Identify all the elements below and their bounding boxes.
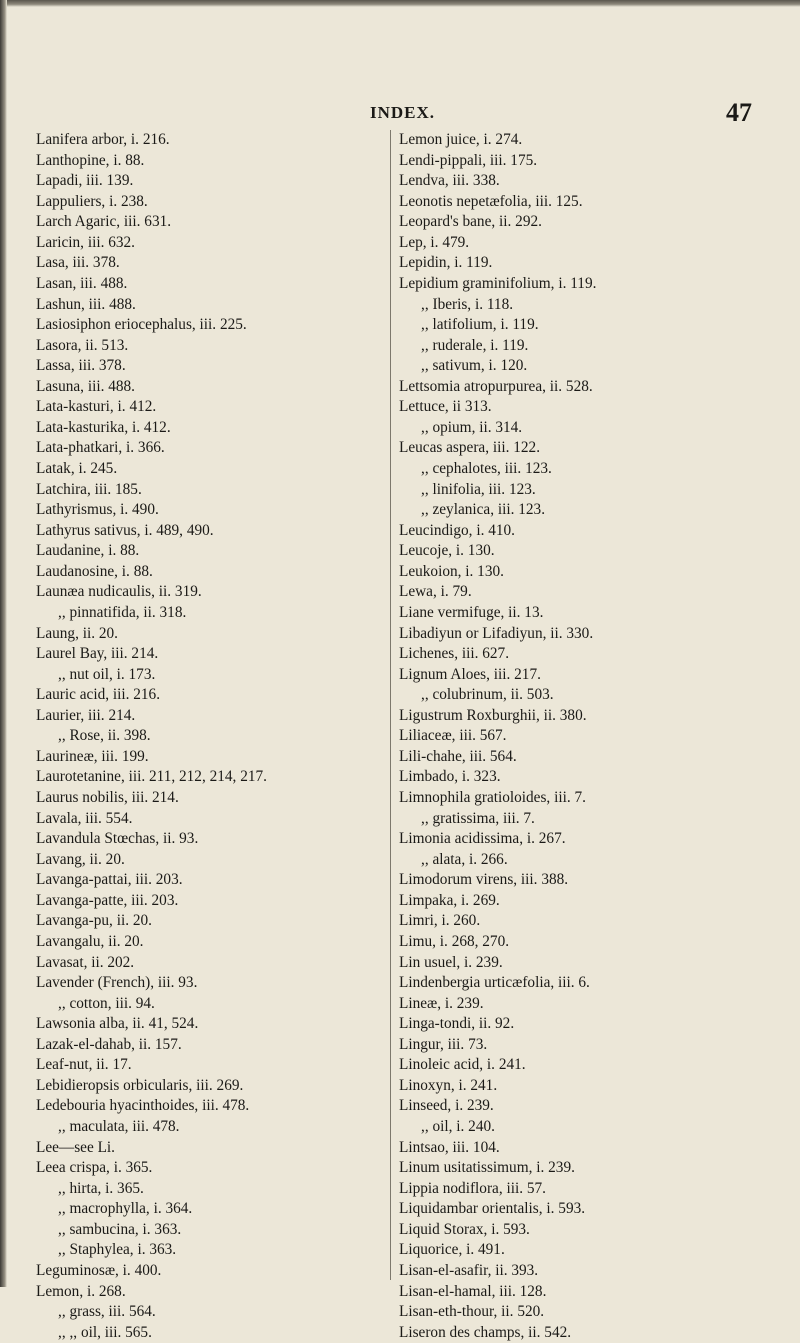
index-entry: Limu, i. 268, 270. bbox=[399, 932, 510, 950]
index-entry: Leucindigo, i. 410. bbox=[399, 521, 515, 539]
index-entry: Lebidieropsis orbicularis, iii. 269. bbox=[36, 1076, 244, 1094]
index-entry: Laudanosine, i. 88. bbox=[36, 562, 153, 580]
index-entry: Leopard's bane, ii. 292. bbox=[399, 213, 542, 231]
index-entry: Leea crispa, i. 365. bbox=[36, 1159, 153, 1177]
index-entry: Lasora, ii. 513. bbox=[36, 336, 129, 354]
index-entry: Linum usitatissimum, i. 239. bbox=[399, 1159, 575, 1177]
index-entry: ,, grass, iii. 564. bbox=[58, 1303, 156, 1321]
index-entry: Lavanga-pattai, iii. 203. bbox=[36, 871, 183, 889]
index-entry: Lapadi, iii. 139. bbox=[36, 172, 134, 190]
index-entry: Laurus nobilis, iii. 214. bbox=[36, 789, 179, 806]
index-entry: Lavang, ii. 20. bbox=[36, 850, 125, 868]
index-entry: Liseron des champs, ii. 542. bbox=[399, 1323, 572, 1341]
index-entry: ,, hirta, i. 365. bbox=[58, 1179, 144, 1197]
index-entry: Leukoion, i. 130. bbox=[399, 562, 504, 580]
index-entry: Lepidium graminifolium, i. 119. bbox=[399, 274, 597, 292]
page-binding-edge bbox=[0, 0, 7, 1287]
index-entry: Laurotetanine, iii. 211, 212, 214, 217. bbox=[36, 768, 267, 786]
index-entry: Leonotis nepetæfolia, iii. 125. bbox=[399, 192, 583, 210]
index-entry: Lemon, i. 268. bbox=[36, 1282, 126, 1300]
index-entry: Lep, i. 479. bbox=[399, 233, 470, 251]
index-entry: Lisan-el-asafir, ii. 393. bbox=[399, 1261, 539, 1279]
index-entry: Linoxyn, i. 241. bbox=[399, 1076, 498, 1094]
index-entry: Larch Agaric, iii. 631. bbox=[36, 213, 172, 231]
index-entry: Laurineæ, iii. 199. bbox=[36, 747, 149, 765]
index-entry: Lasiosiphon eriocephalus, iii. 225. bbox=[36, 316, 247, 334]
index-entry: Lanthopine, i. 88. bbox=[36, 151, 145, 169]
index-entry: ,, alata, i. 266. bbox=[421, 850, 508, 868]
index-entry: Lepidin, i. 119. bbox=[399, 254, 493, 272]
index-entry: Lavanga-patte, iii. 203. bbox=[36, 891, 179, 909]
index-entry: ,, macrophylla, i. 364. bbox=[58, 1200, 193, 1218]
index-entry: Limbado, i. 323. bbox=[399, 768, 501, 786]
index-entry: Latchira, iii. 185. bbox=[36, 480, 142, 498]
index-entry: Lettsomia atropurpurea, ii. 528. bbox=[399, 377, 593, 395]
index-entry: Laudanine, i. 88. bbox=[36, 542, 140, 560]
index-entry: ,, Staphylea, i. 363. bbox=[58, 1241, 177, 1259]
index-entry: Limpaka, i. 269. bbox=[399, 891, 500, 909]
index-entry: Lippia nodiflora, iii. 57. bbox=[399, 1179, 546, 1197]
index-entry: Lewa, i. 79. bbox=[399, 583, 472, 601]
index-entry: Lauric acid, iii. 216. bbox=[36, 686, 161, 704]
index-entry: Launæa nudicaulis, ii. 319. bbox=[36, 583, 202, 601]
index-entry: Ledebouria hyacinthoides, iii. 478. bbox=[36, 1097, 250, 1115]
column-divider bbox=[390, 130, 391, 1280]
index-entry: Laurel Bay, iii. 214. bbox=[36, 645, 159, 663]
index-entry: Lavanga-pu, ii. 20. bbox=[36, 912, 152, 930]
index-entry: Limnophila gratioloides, iii. 7. bbox=[399, 789, 586, 806]
index-entry: Limri, i. 260. bbox=[399, 912, 481, 930]
index-entry: ,, maculata, iii. 478. bbox=[58, 1118, 180, 1135]
index-entry: Lata-phatkari, i. 366. bbox=[36, 439, 165, 457]
index-entry: Lawsonia alba, ii. 41, 524. bbox=[36, 1015, 199, 1033]
index-entry: Lili-chahe, iii. 564. bbox=[399, 747, 517, 765]
index-entry: Lata-kasturi, i. 412. bbox=[36, 398, 157, 416]
index-entry: Lisan-el-hamal, iii. 128. bbox=[399, 1282, 547, 1300]
index-entry: Lavasat, ii. 202. bbox=[36, 953, 135, 971]
index-entry: ,, Rose, ii. 398. bbox=[58, 727, 151, 745]
index-entry: Laurier, iii. 214. bbox=[36, 706, 136, 724]
index-entry: Lendva, iii. 338. bbox=[399, 172, 500, 190]
page-title: INDEX. bbox=[370, 103, 436, 122]
index-entry: Leguminosæ, i. 400. bbox=[36, 1261, 162, 1279]
index-entry: Lee—see Li. bbox=[36, 1138, 115, 1156]
index-entry: ,, cephalotes, iii. 123. bbox=[421, 460, 552, 477]
running-head bbox=[0, 98, 800, 126]
index-entry: Lin usuel, i. 239. bbox=[399, 953, 503, 971]
index-entry: Laricin, iii. 632. bbox=[36, 233, 135, 251]
index-entry: Lassa, iii. 378. bbox=[36, 357, 126, 375]
index-entry: Lasa, iii. 378. bbox=[36, 254, 120, 272]
index-entry: Lavender (French), iii. 93. bbox=[36, 974, 198, 992]
index-entry: ,, opium, ii. 314. bbox=[421, 418, 523, 436]
index-column-left bbox=[36, 130, 416, 1343]
index-entry: Lavandula Stœchas, ii. 93. bbox=[36, 830, 199, 848]
index-entry: Lathyrus sativus, i. 489, 490. bbox=[36, 521, 214, 539]
index-entry: ,, colubrinum, ii. 503. bbox=[421, 686, 554, 704]
index-entry: Lazak-el-dahab, ii. 157. bbox=[36, 1035, 182, 1053]
index-entry: Lendi-pippali, iii. 175. bbox=[399, 151, 538, 169]
index-entry: ,, gratissima, iii. 7. bbox=[421, 809, 535, 827]
index-entry: ,, Iberis, i. 118. bbox=[421, 295, 514, 313]
index-entry: Limodorum virens, iii. 388. bbox=[399, 871, 569, 889]
index-entry: Lasuna, iii. 488. bbox=[36, 377, 135, 395]
index-entry: Lignum Aloes, iii. 217. bbox=[399, 665, 541, 683]
index-entry: Laung, ii. 20. bbox=[36, 624, 118, 642]
index-entry: Lata-kasturika, i. 412. bbox=[36, 418, 171, 436]
index-entry: Ligustrum Roxburghii, ii. 380. bbox=[399, 706, 587, 724]
index-entry: ,, sativum, i. 120. bbox=[421, 357, 528, 375]
index-entry: Lanifera arbor, i. 216. bbox=[36, 131, 170, 148]
index-entry: Liliaceæ, iii. 567. bbox=[399, 727, 507, 745]
page-top-edge bbox=[0, 0, 800, 7]
index-entry: ,, sambucina, i. 363. bbox=[58, 1220, 182, 1238]
index-entry: Linseed, i. 239. bbox=[399, 1097, 494, 1115]
index-entry: Linoleic acid, i. 241. bbox=[399, 1056, 526, 1074]
index-entry: Liquidambar orientalis, i. 593. bbox=[399, 1200, 586, 1218]
index-entry: Liquorice, i. 491. bbox=[399, 1241, 505, 1259]
index-entry: ,, pinnatifida, ii. 318. bbox=[58, 603, 187, 621]
index-entry: Lemon juice, i. 274. bbox=[399, 131, 523, 148]
index-entry: ,, cotton, iii. 94. bbox=[58, 994, 155, 1012]
index-entry: ,, nut oil, i. 173. bbox=[58, 665, 156, 683]
index-entry: ,, ,, oil, iii. 565. bbox=[58, 1323, 152, 1341]
index-entry: Limonia acidissima, i. 267. bbox=[399, 830, 566, 848]
index-entry: ,, linifolia, iii. 123. bbox=[421, 480, 536, 498]
index-entry: Linga-tondi, ii. 92. bbox=[399, 1015, 515, 1033]
index-entry: Lathyrismus, i. 490. bbox=[36, 501, 159, 519]
index-entry: Liane vermifuge, ii. 13. bbox=[399, 603, 544, 621]
index-entry: Lineæ, i. 239. bbox=[399, 994, 484, 1012]
index-entry: Lasan, iii. 488. bbox=[36, 274, 128, 292]
index-entry: Leucoje, i. 130. bbox=[399, 542, 495, 560]
index-entry: Lashun, iii. 488. bbox=[36, 295, 136, 313]
index-entry: Lettuce, ii 313. bbox=[399, 398, 492, 416]
index-entry: ,, zeylanica, iii. 123. bbox=[421, 501, 546, 519]
index-entry: ,, latifolium, i. 119. bbox=[421, 316, 539, 334]
index-entry: Lindenbergia urticæfolia, iii. 6. bbox=[399, 974, 590, 992]
index-entry: Lintsao, iii. 104. bbox=[399, 1138, 500, 1156]
index-entry: Lingur, iii. 73. bbox=[399, 1035, 488, 1053]
index-column-right bbox=[399, 130, 779, 1343]
index-entry: ,, oil, i. 240. bbox=[421, 1118, 495, 1135]
index-entry: Libadiyun or Lifadiyun, ii. 330. bbox=[399, 624, 594, 642]
index-entry: Lavangalu, ii. 20. bbox=[36, 932, 144, 950]
index-entry: Liquid Storax, i. 593. bbox=[399, 1220, 530, 1238]
index-entry: Lisan-eth-thour, ii. 520. bbox=[399, 1303, 545, 1321]
index-entry: Leucas aspera, iii. 122. bbox=[399, 439, 541, 457]
page-number: 47 bbox=[726, 98, 752, 127]
index-entry: Lichenes, iii. 627. bbox=[399, 645, 510, 663]
index-entry: Lappuliers, i. 238. bbox=[36, 192, 148, 210]
index-entry: Lavala, iii. 554. bbox=[36, 809, 133, 827]
index-entry: ,, ruderale, i. 119. bbox=[421, 336, 529, 354]
index-entry: Leaf-nut, ii. 17. bbox=[36, 1056, 132, 1074]
index-entry: Latak, i. 245. bbox=[36, 460, 118, 477]
